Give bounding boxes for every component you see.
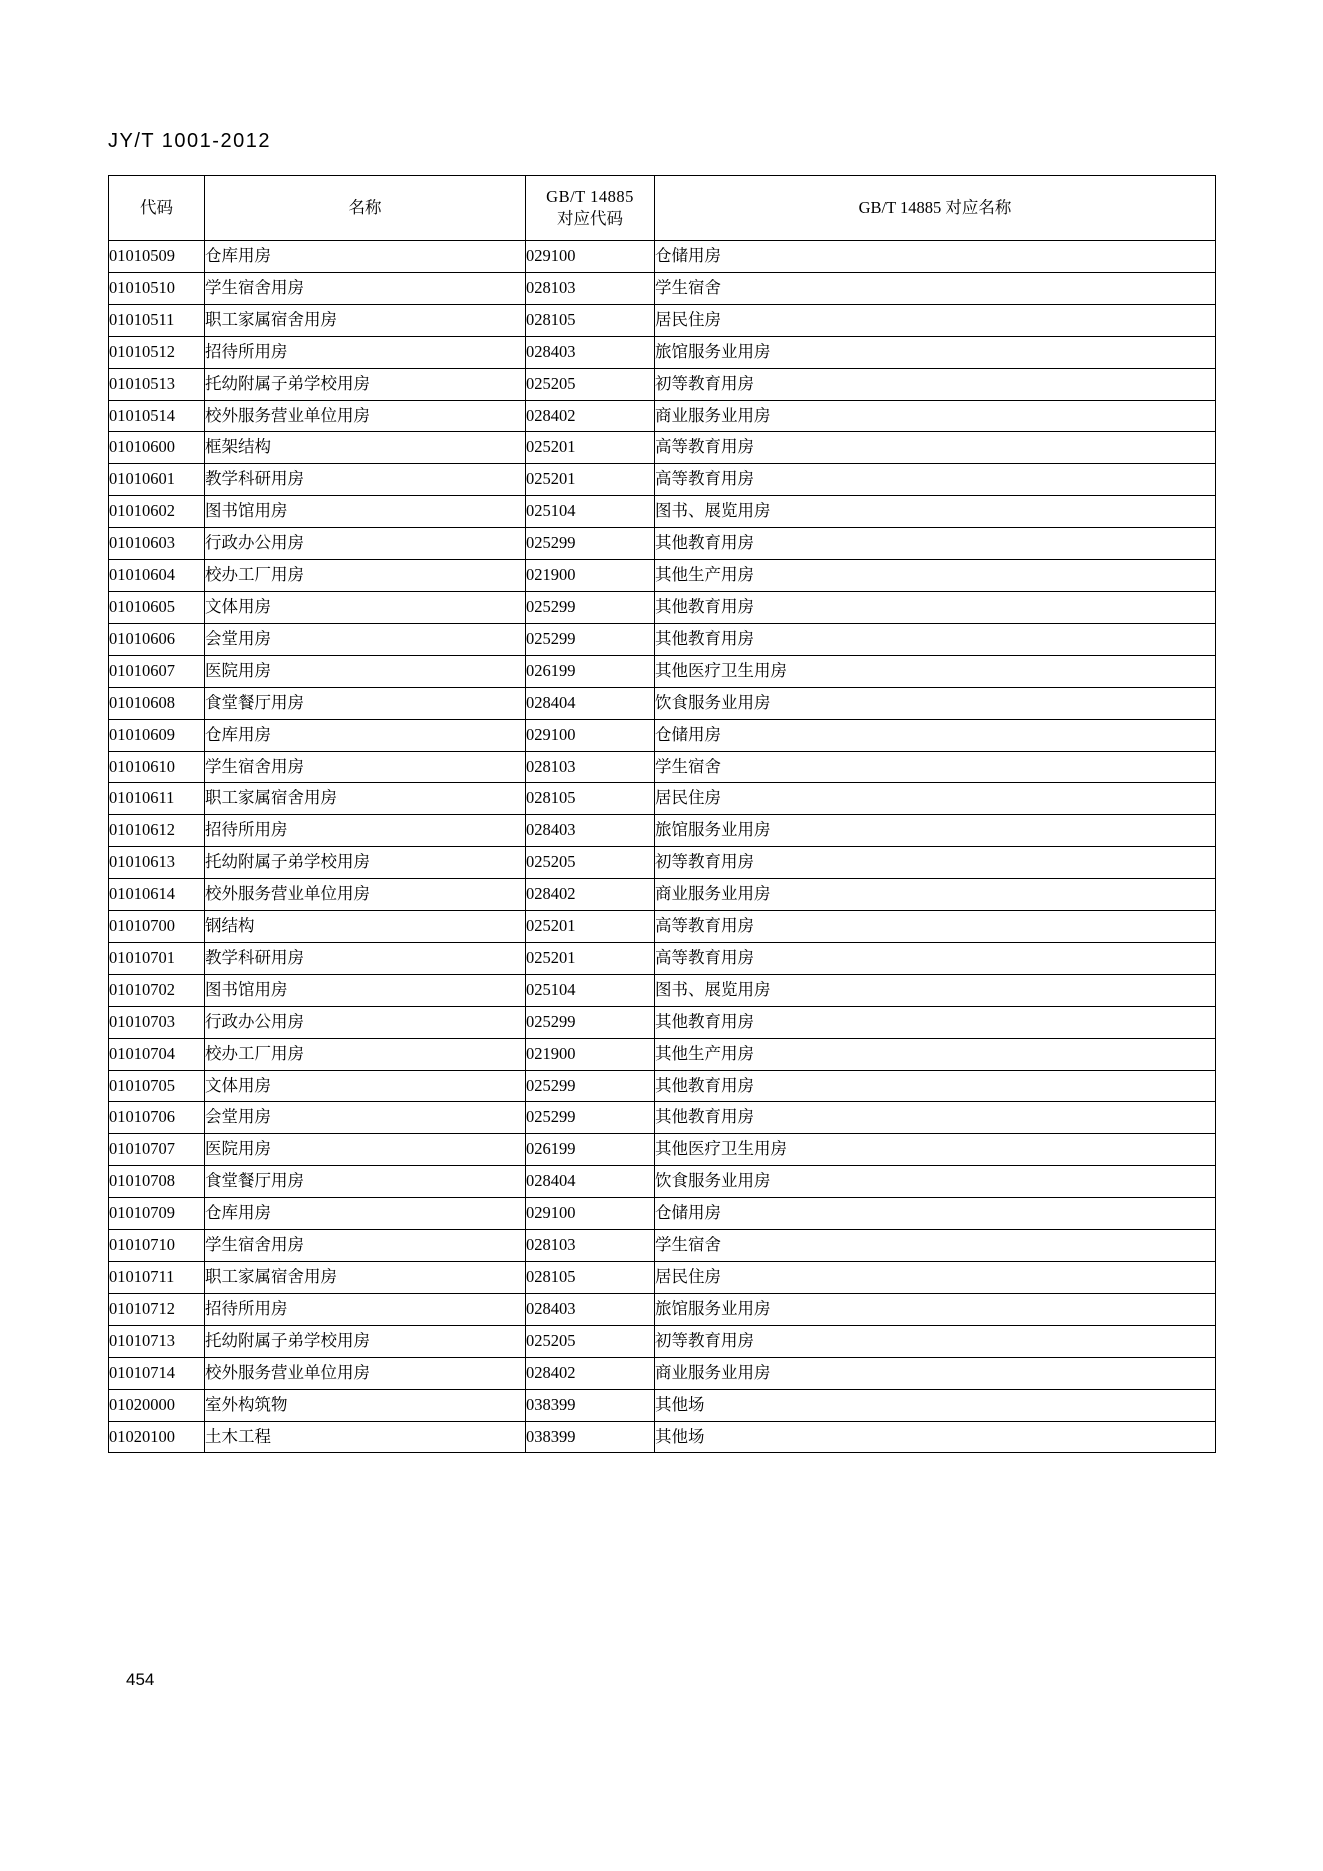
page-number: 454 — [126, 1670, 155, 1689]
cell-gb-name: 其他教育用房 — [655, 1070, 1216, 1102]
table-row — [109, 847, 1216, 879]
cell-gb-name: 其他教育用房 — [655, 1006, 1216, 1038]
cell-gb-code: 026199 — [526, 655, 655, 687]
cell-gb-code: 028403 — [526, 336, 655, 368]
cell-name: 食堂餐厅用房 — [205, 1166, 526, 1198]
table-header-row — [109, 176, 1216, 241]
cell-gb-code: 025205 — [526, 368, 655, 400]
cell-name: 行政办公用房 — [205, 528, 526, 560]
cell-name: 室外构筑物 — [205, 1389, 526, 1421]
cell-code: 01010513 — [109, 368, 205, 400]
cell-code: 01010607 — [109, 655, 205, 687]
cell-gb-code: 028103 — [526, 1230, 655, 1262]
cell-gb-code: 028103 — [526, 272, 655, 304]
cell-gb-name: 图书、展览用房 — [655, 496, 1216, 528]
cell-name: 图书馆用房 — [205, 496, 526, 528]
cell-gb-code: 025299 — [526, 1070, 655, 1102]
table-row — [109, 560, 1216, 592]
table-row — [109, 591, 1216, 623]
cell-name: 钢结构 — [205, 911, 526, 943]
table-row — [109, 1230, 1216, 1262]
cell-gb-name: 高等教育用房 — [655, 911, 1216, 943]
cell-gb-code: 028103 — [526, 751, 655, 783]
table-row — [109, 1421, 1216, 1453]
cell-gb-code: 025201 — [526, 942, 655, 974]
cell-name: 校外服务营业单位用房 — [205, 1357, 526, 1389]
cell-gb-code: 038399 — [526, 1421, 655, 1453]
cell-code: 01010714 — [109, 1357, 205, 1389]
cell-code: 01010600 — [109, 432, 205, 464]
cell-gb-code: 025201 — [526, 464, 655, 496]
table-row — [109, 368, 1216, 400]
cell-gb-name: 居民住房 — [655, 783, 1216, 815]
cell-gb-code: 025205 — [526, 1325, 655, 1357]
cell-name: 文体用房 — [205, 591, 526, 623]
cell-code: 01010713 — [109, 1325, 205, 1357]
table-row — [109, 1389, 1216, 1421]
table-row — [109, 336, 1216, 368]
cell-name: 校外服务营业单位用房 — [205, 879, 526, 911]
cell-name: 招待所用房 — [205, 1293, 526, 1325]
cell-name: 仓库用房 — [205, 1198, 526, 1230]
cell-name: 学生宿舍用房 — [205, 751, 526, 783]
cell-name: 医院用房 — [205, 1134, 526, 1166]
cell-gb-code: 028402 — [526, 879, 655, 911]
cell-gb-name: 旅馆服务业用房 — [655, 336, 1216, 368]
cell-gb-name: 高等教育用房 — [655, 432, 1216, 464]
cell-gb-code: 021900 — [526, 560, 655, 592]
cell-code: 01010709 — [109, 1198, 205, 1230]
table-row — [109, 1325, 1216, 1357]
cell-gb-code: 028403 — [526, 1293, 655, 1325]
table-row — [109, 1038, 1216, 1070]
cell-code: 01010603 — [109, 528, 205, 560]
cell-code: 01010702 — [109, 974, 205, 1006]
cell-gb-name: 商业服务业用房 — [655, 400, 1216, 432]
cell-code: 01010512 — [109, 336, 205, 368]
cell-code: 01010704 — [109, 1038, 205, 1070]
table-row — [109, 911, 1216, 943]
cell-name: 招待所用房 — [205, 815, 526, 847]
table-row — [109, 1198, 1216, 1230]
cell-name: 会堂用房 — [205, 1102, 526, 1134]
cell-code: 01010706 — [109, 1102, 205, 1134]
column-header-name: 名称 — [205, 176, 526, 241]
cell-name: 教学科研用房 — [205, 942, 526, 974]
cell-gb-name: 学生宿舍 — [655, 1230, 1216, 1262]
cell-gb-name: 其他教育用房 — [655, 528, 1216, 560]
table-row — [109, 272, 1216, 304]
table-row — [109, 751, 1216, 783]
cell-gb-code: 028402 — [526, 400, 655, 432]
cell-gb-name: 初等教育用房 — [655, 1325, 1216, 1357]
cell-name: 会堂用房 — [205, 623, 526, 655]
table-row — [109, 942, 1216, 974]
cell-gb-name: 商业服务业用房 — [655, 1357, 1216, 1389]
cell-gb-name: 其他教育用房 — [655, 1102, 1216, 1134]
cell-name: 仓库用房 — [205, 241, 526, 273]
cell-name: 仓库用房 — [205, 719, 526, 751]
cell-gb-code: 029100 — [526, 1198, 655, 1230]
table-row — [109, 1134, 1216, 1166]
table-row — [109, 719, 1216, 751]
cell-code: 01010604 — [109, 560, 205, 592]
table-row — [109, 879, 1216, 911]
cell-name: 学生宿舍用房 — [205, 1230, 526, 1262]
table-row — [109, 974, 1216, 1006]
column-header-gb-code — [526, 176, 655, 241]
cell-name: 托幼附属子弟学校用房 — [205, 368, 526, 400]
table-row — [109, 464, 1216, 496]
table-body — [109, 241, 1216, 1453]
cell-gb-code: 028105 — [526, 783, 655, 815]
cell-gb-code: 025299 — [526, 1102, 655, 1134]
table-row — [109, 1262, 1216, 1294]
cell-gb-name: 初等教育用房 — [655, 368, 1216, 400]
cell-gb-name: 图书、展览用房 — [655, 974, 1216, 1006]
cell-gb-code: 028404 — [526, 687, 655, 719]
cell-code: 01010602 — [109, 496, 205, 528]
cell-code: 01010612 — [109, 815, 205, 847]
cell-code: 01010514 — [109, 400, 205, 432]
table-row — [109, 1166, 1216, 1198]
cell-code: 01010701 — [109, 942, 205, 974]
cell-name: 托幼附属子弟学校用房 — [205, 1325, 526, 1357]
page-header-standard-number: JY/T 1001-2012 — [108, 130, 271, 152]
cell-name: 职工家属宿舍用房 — [205, 1262, 526, 1294]
cell-name: 文体用房 — [205, 1070, 526, 1102]
cell-gb-name: 其他医疗卫生用房 — [655, 1134, 1216, 1166]
table-row — [109, 528, 1216, 560]
table-row — [109, 1357, 1216, 1389]
cell-code: 01020100 — [109, 1421, 205, 1453]
cell-gb-name: 其他教育用房 — [655, 591, 1216, 623]
cell-gb-code: 026199 — [526, 1134, 655, 1166]
cell-name: 学生宿舍用房 — [205, 272, 526, 304]
cell-code: 01010510 — [109, 272, 205, 304]
cell-gb-name: 仓储用房 — [655, 719, 1216, 751]
cell-code: 01010700 — [109, 911, 205, 943]
table-row — [109, 655, 1216, 687]
cell-gb-name: 仓储用房 — [655, 241, 1216, 273]
cell-code: 01010511 — [109, 304, 205, 336]
cell-gb-name: 初等教育用房 — [655, 847, 1216, 879]
cell-gb-code: 029100 — [526, 241, 655, 273]
cell-name: 框架结构 — [205, 432, 526, 464]
cell-name: 医院用房 — [205, 655, 526, 687]
table-header — [109, 176, 1216, 241]
cell-gb-code: 025104 — [526, 974, 655, 1006]
cell-code: 01010614 — [109, 879, 205, 911]
cell-code: 01010711 — [109, 1262, 205, 1294]
cell-gb-code: 028403 — [526, 815, 655, 847]
cell-code: 01010712 — [109, 1293, 205, 1325]
table-row — [109, 815, 1216, 847]
cell-name: 校外服务营业单位用房 — [205, 400, 526, 432]
cell-code: 01010710 — [109, 1230, 205, 1262]
table-row — [109, 432, 1216, 464]
cell-gb-name: 学生宿舍 — [655, 751, 1216, 783]
cell-gb-name: 旅馆服务业用房 — [655, 815, 1216, 847]
cell-gb-code: 021900 — [526, 1038, 655, 1070]
cell-code: 01010509 — [109, 241, 205, 273]
cell-name: 教学科研用房 — [205, 464, 526, 496]
cell-name: 校办工厂用房 — [205, 1038, 526, 1070]
cell-gb-code: 025201 — [526, 432, 655, 464]
cell-gb-name: 居民住房 — [655, 304, 1216, 336]
cell-gb-code: 025104 — [526, 496, 655, 528]
table-row — [109, 623, 1216, 655]
table-row — [109, 783, 1216, 815]
cell-gb-name: 其他场 — [655, 1389, 1216, 1421]
code-mapping-table — [108, 175, 1216, 1453]
cell-name: 职工家属宿舍用房 — [205, 783, 526, 815]
cell-gb-name: 商业服务业用房 — [655, 879, 1216, 911]
cell-gb-code: 025299 — [526, 528, 655, 560]
column-header-gb-code-line2: 对应代码 — [557, 209, 623, 228]
cell-code: 01010601 — [109, 464, 205, 496]
column-header-gb-name: GB/T 14885 对应名称 — [655, 176, 1216, 241]
cell-code: 01010705 — [109, 1070, 205, 1102]
cell-gb-code: 028404 — [526, 1166, 655, 1198]
cell-gb-code: 025201 — [526, 911, 655, 943]
cell-code: 01010611 — [109, 783, 205, 815]
table-row — [109, 241, 1216, 273]
table-row — [109, 1070, 1216, 1102]
cell-name: 招待所用房 — [205, 336, 526, 368]
cell-gb-name: 其他场 — [655, 1421, 1216, 1453]
cell-gb-name: 其他生产用房 — [655, 1038, 1216, 1070]
table-row — [109, 400, 1216, 432]
cell-code: 01010608 — [109, 687, 205, 719]
cell-gb-name: 仓储用房 — [655, 1198, 1216, 1230]
cell-code: 01010708 — [109, 1166, 205, 1198]
cell-code: 01010707 — [109, 1134, 205, 1166]
table-row — [109, 1102, 1216, 1134]
cell-code: 01010613 — [109, 847, 205, 879]
code-mapping-table-container — [108, 175, 1211, 1453]
cell-gb-name: 饮食服务业用房 — [655, 1166, 1216, 1198]
table-row — [109, 496, 1216, 528]
table-row — [109, 1006, 1216, 1038]
cell-gb-name: 高等教育用房 — [655, 464, 1216, 496]
cell-name: 食堂餐厅用房 — [205, 687, 526, 719]
cell-gb-name: 其他医疗卫生用房 — [655, 655, 1216, 687]
cell-code: 01010605 — [109, 591, 205, 623]
cell-gb-code: 025299 — [526, 591, 655, 623]
cell-gb-name: 学生宿舍 — [655, 272, 1216, 304]
table-row — [109, 687, 1216, 719]
cell-name: 行政办公用房 — [205, 1006, 526, 1038]
cell-gb-name: 饮食服务业用房 — [655, 687, 1216, 719]
cell-gb-code: 038399 — [526, 1389, 655, 1421]
cell-code: 01020000 — [109, 1389, 205, 1421]
table-row — [109, 1293, 1216, 1325]
cell-name: 土木工程 — [205, 1421, 526, 1453]
cell-gb-code: 025299 — [526, 1006, 655, 1038]
cell-gb-code: 028105 — [526, 304, 655, 336]
column-header-gb-code-line1: GB/T 14885 — [546, 186, 634, 206]
cell-name: 校办工厂用房 — [205, 560, 526, 592]
table-row — [109, 304, 1216, 336]
cell-code: 01010703 — [109, 1006, 205, 1038]
cell-code: 01010609 — [109, 719, 205, 751]
cell-code: 01010606 — [109, 623, 205, 655]
cell-name: 图书馆用房 — [205, 974, 526, 1006]
cell-gb-code: 025299 — [526, 623, 655, 655]
cell-name: 托幼附属子弟学校用房 — [205, 847, 526, 879]
column-header-code: 代码 — [109, 176, 205, 241]
cell-gb-code: 028402 — [526, 1357, 655, 1389]
cell-gb-name: 高等教育用房 — [655, 942, 1216, 974]
cell-gb-name: 居民住房 — [655, 1262, 1216, 1294]
cell-gb-code: 029100 — [526, 719, 655, 751]
cell-gb-name: 旅馆服务业用房 — [655, 1293, 1216, 1325]
cell-gb-code: 025205 — [526, 847, 655, 879]
cell-gb-name: 其他教育用房 — [655, 623, 1216, 655]
cell-gb-code: 028105 — [526, 1262, 655, 1294]
cell-name: 职工家属宿舍用房 — [205, 304, 526, 336]
cell-code: 01010610 — [109, 751, 205, 783]
cell-gb-name: 其他生产用房 — [655, 560, 1216, 592]
